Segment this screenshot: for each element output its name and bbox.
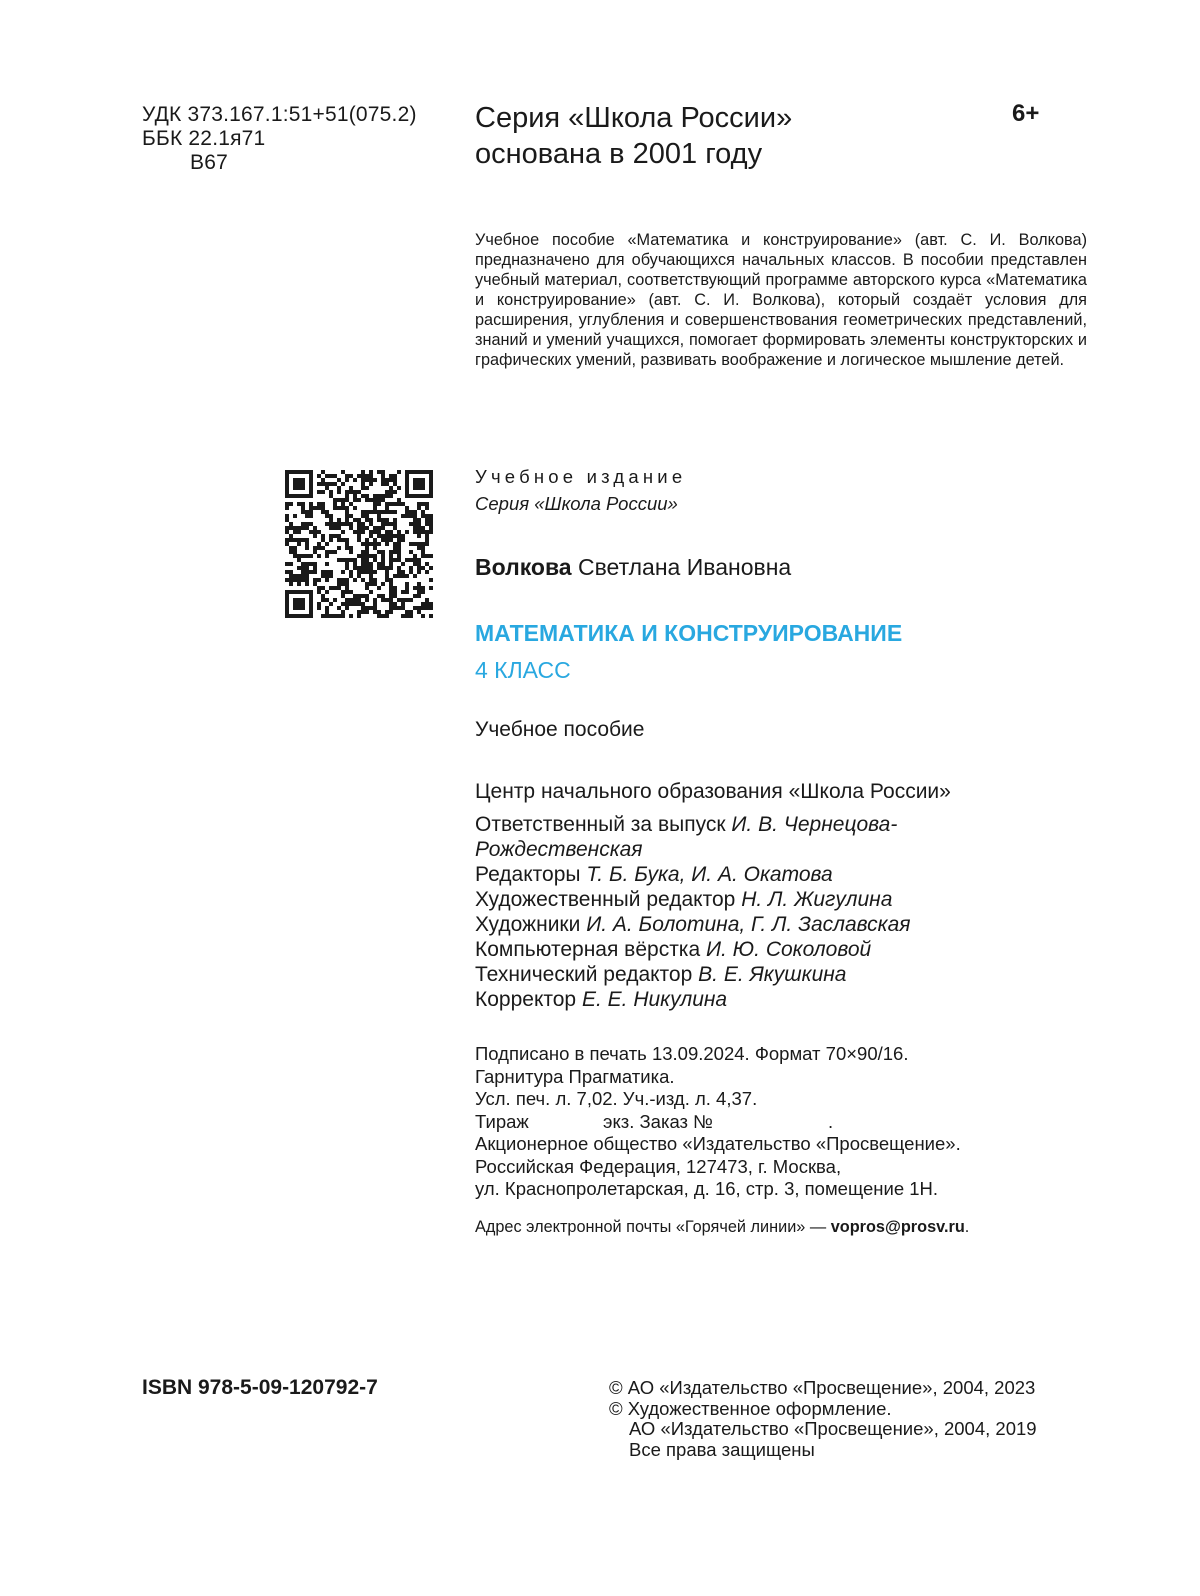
- author-surname: Волкова: [475, 554, 572, 580]
- imprint-sheets: Усл. печ. л. 7,02. Уч.-изд. л. 4,37.: [475, 1088, 758, 1109]
- credit-tech-editor: [475, 962, 1075, 987]
- credit-label: Компьютерная вёрстка: [475, 938, 701, 961]
- copyright-line3: АО «Издательство «Просвещение», 2004, 2019: [629, 1418, 1037, 1439]
- credit-responsible: [475, 812, 1075, 837]
- credit-label: Технический редактор: [475, 963, 693, 986]
- hotline: [475, 1218, 969, 1237]
- imprint-signed: Подписано в печать 13.09.2024. Формат 70×90/16.: [475, 1043, 909, 1064]
- credits: [475, 779, 1075, 1012]
- credit-layout: [475, 937, 1075, 962]
- credit-label: Корректор: [475, 988, 577, 1011]
- print-run-label: Тираж: [475, 1110, 529, 1132]
- copyright-line2: © Художественное оформление.: [609, 1397, 892, 1419]
- hotline-email[interactable]: vopros@prosv.ru: [830, 1218, 965, 1236]
- udk-line: УДК 373.167.1:51+51(075.2): [142, 103, 417, 126]
- credit-name: И. А. Болотина, Г. Л. Заславская: [586, 913, 911, 936]
- imprint-typeface: Гарнитура Прагматика.: [475, 1065, 675, 1087]
- udk-block: [142, 103, 417, 175]
- bbk-line: ББК 22.1я71: [142, 127, 266, 150]
- series-heading-line2: основана в 2001 году: [475, 138, 763, 170]
- hotline-label: Адрес электронной почты «Горячей линии» —: [475, 1218, 827, 1236]
- copyright: [609, 1378, 1037, 1460]
- credit-editors: [475, 862, 1075, 887]
- isbn: ISBN 978-5-09-120792-7: [142, 1376, 378, 1399]
- credit-art-editor: [475, 887, 1075, 912]
- book-title: МАТЕМАТИКА И КОНСТРУИРОВАНИЕ: [475, 620, 903, 646]
- book-grade: 4 КЛАСС: [475, 657, 571, 683]
- imprint-publisher: Акционерное общество «Издательство «Просвещение».: [475, 1133, 961, 1154]
- imprint-street: ул. Краснопролетарская, д. 16, стр. 3, помещение 1Н.: [475, 1178, 939, 1199]
- hotline-trail: .: [964, 1218, 970, 1236]
- annotation: Учебное пособие «Математика и конструирование» (авт. С. И. Волкова) предназначено для обучающихся начальных классов. В пособии представлен учебный материал, соответствующий программе авторского курса «Математика и конструирование» (авт. С. И. Волкова), который создаёт условия для расширения, углубления и совершенствования геометрических представлений, знаний и умений учащихся, помогает формировать элементы конструкторских и графических умений, развивать воображение и логическое мышление детей.: [475, 231, 1087, 369]
- edition-series: Серия «Школа России»: [475, 493, 678, 514]
- credit-name: Т. Б. Бука, И. А. Окатова: [586, 863, 833, 886]
- edition-kind: Учебное издание: [475, 466, 687, 487]
- copyright-line4: Все права защищены: [629, 1438, 815, 1460]
- credit-label: Художественный редактор: [475, 888, 736, 911]
- credit-name: Е. Е. Никулина: [581, 988, 728, 1011]
- credit-name: И. В. Чернецова-: [731, 813, 898, 836]
- imprint: [475, 1043, 961, 1201]
- copies-order-label: экз. Заказ №: [603, 1110, 714, 1132]
- credit-name: И. Ю. Соколовой: [705, 938, 872, 961]
- book-type: Учебное пособие: [475, 718, 645, 741]
- qr-code-icon: [285, 470, 433, 618]
- credit-label: Редакторы: [475, 863, 581, 886]
- imprint-city: Российская Федерация, 127473, г. Москва,: [475, 1155, 842, 1177]
- credit-proofreader: [475, 987, 1075, 1012]
- credit-name: Н. Л. Жигулина: [741, 888, 893, 911]
- imprint-period: .: [828, 1110, 834, 1132]
- credit-label: Ответственный за выпуск: [475, 813, 726, 836]
- credit-label: Художники: [475, 913, 581, 936]
- credit-name: Рождественская: [475, 838, 643, 861]
- series-heading-line1: Серия «Школа России»: [475, 102, 793, 134]
- author: [475, 554, 791, 581]
- author-given-names: Светлана Ивановна: [577, 554, 792, 580]
- copyright-line1: © АО «Издательство «Просвещение», 2004, 2023: [609, 1377, 1036, 1398]
- credits-center: Центр начального образования «Школа России»: [475, 780, 951, 803]
- author-code: В67: [190, 151, 228, 174]
- age-rating: 6+: [1012, 100, 1040, 127]
- credit-artists: [475, 912, 1075, 937]
- imprint-print-run: [475, 1111, 961, 1134]
- series-heading: [475, 100, 792, 172]
- credit-name: В. Е. Якушкина: [698, 963, 847, 986]
